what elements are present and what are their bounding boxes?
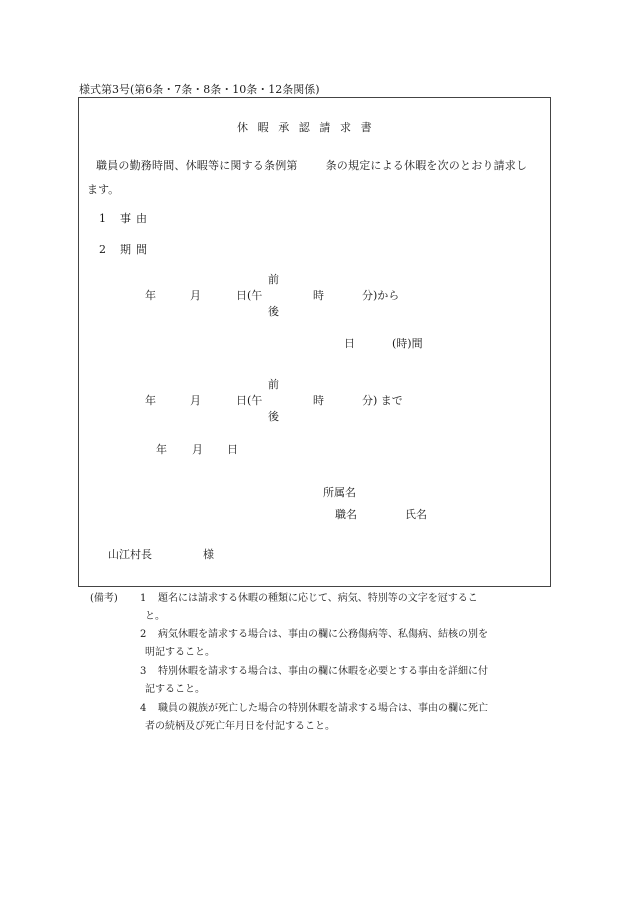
from-minute-label: 分)から <box>362 289 400 302</box>
from-pm-label: 後 <box>268 305 279 318</box>
request-statement-line1 <box>96 160 527 171</box>
remark-3-line1: 特別休暇を請求する場合は、事由の欄に休暇を必要とする事由を詳細に付 <box>158 666 488 677</box>
remark-1-number: 1 <box>140 593 147 604</box>
name-label: 氏名 <box>405 508 427 521</box>
to-year-label: 年 <box>145 394 156 407</box>
remark-3-line2: 記すること。 <box>145 684 205 695</box>
to-pm-label: 後 <box>268 410 279 423</box>
to-day-label: 日(午 <box>236 394 263 407</box>
remark-4-number: 4 <box>140 703 147 714</box>
request-statement-line2: ます。 <box>87 183 120 196</box>
remark-4-line2: 者の続柄及び死亡年月日を付記すること。 <box>145 721 335 732</box>
position-label: 職名 <box>335 508 357 521</box>
from-am-label: 前 <box>268 273 279 286</box>
to-month-label: 月 <box>190 394 201 407</box>
to-am-label: 前 <box>268 378 279 391</box>
reason-item-label: 事由 <box>120 212 152 225</box>
remark-2-line1: 病気休暇を請求する場合は、事由の欄に公務傷病等、私傷病、結核の別を <box>158 629 488 640</box>
to-minute-label: 分) まで <box>362 394 403 407</box>
addressee-name: 山江村長 <box>108 548 152 561</box>
submit-month-label: 月 <box>192 443 203 456</box>
from-hour-label: 時 <box>313 289 324 302</box>
remark-3-number: 3 <box>140 666 147 677</box>
affiliation-label: 所属名 <box>323 486 356 499</box>
from-month-label: 月 <box>190 289 201 302</box>
remark-1-line1: 題名には請求する休暇の種類に応じて、病気、特別等の文字を冠するこ <box>158 593 478 604</box>
remark-2-line2: 明記すること。 <box>145 647 215 658</box>
submit-day-label: 日 <box>227 443 238 456</box>
from-year-label: 年 <box>145 289 156 302</box>
period-item-number: 2 <box>99 243 106 256</box>
to-hour-label: 時 <box>313 394 324 407</box>
statement-part-a: 職員の勤務時間、休暇等に関する条例第 <box>96 159 298 172</box>
duration-days-label: 日 <box>344 337 355 350</box>
addressee-honorific: 様 <box>203 548 214 561</box>
from-day-label: 日(午 <box>236 289 263 302</box>
duration-hours-label: (時)間 <box>392 337 423 350</box>
statement-part-b: 条の規定による休暇を次のとおり請求し <box>325 159 528 172</box>
period-item-label: 期間 <box>120 243 152 256</box>
submit-year-label: 年 <box>156 443 167 456</box>
reason-item-number: 1 <box>99 212 106 225</box>
remark-2-number: 2 <box>140 629 147 640</box>
remark-4-line1: 職員の親族が死亡した場合の特別休暇を請求する場合は、事由の欄に死亡 <box>158 703 488 714</box>
form-number-header: 様式第3号(第6条・7条・8条・10条・12条関係) <box>79 83 320 96</box>
remarks-label: (備考) <box>90 593 118 604</box>
form-title: 休暇承認請求書 <box>237 121 382 134</box>
remark-1-line2: と。 <box>145 611 165 622</box>
